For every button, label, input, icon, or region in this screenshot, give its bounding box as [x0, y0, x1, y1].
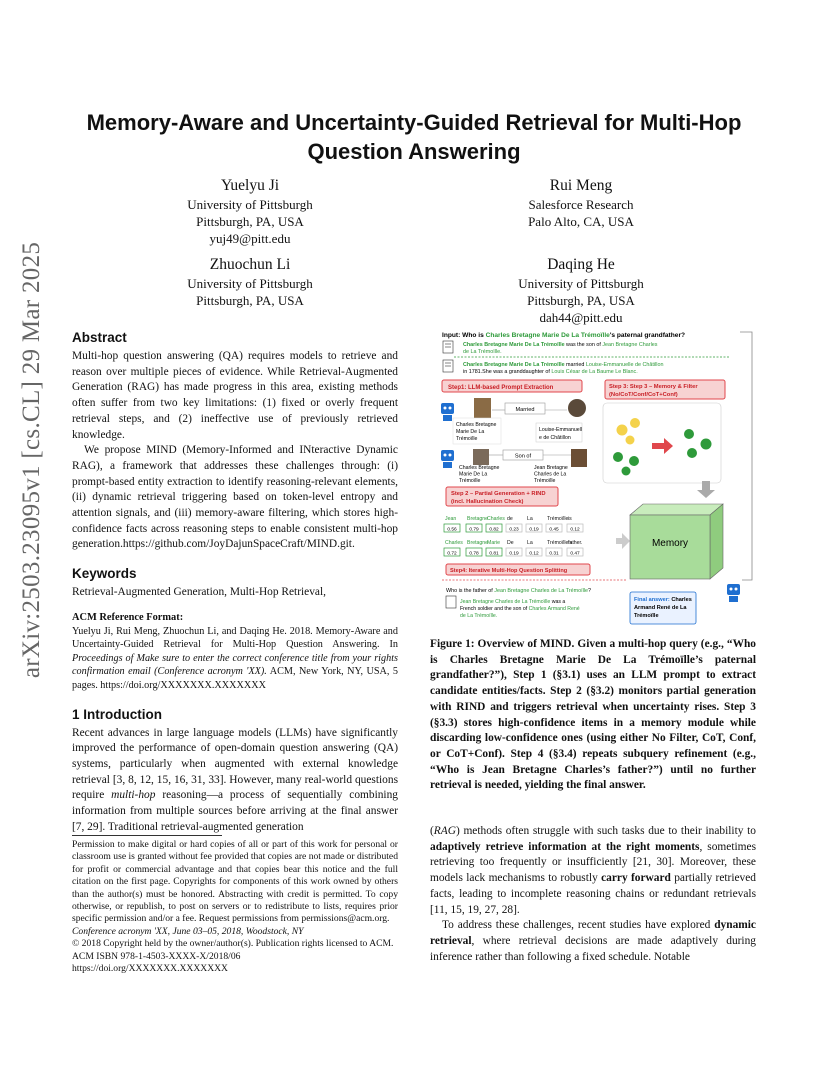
son-of-label: Son of: [514, 453, 532, 460]
intro-continuation: (RAG) methods often struggle with such tasks due to their inability to adaptively retrieve information at the right moments, sometimes retrieving too frequently or insufficiently [21, 30]. Moreover, these models lack mechanisms to robustly carry forward partially retrieved facts, leading to incomplete reasoning chains or redundant retrievals [11, 15, 19, 27, 28].: [430, 825, 756, 916]
keywords-heading: Keywords: [72, 566, 137, 582]
introduction-paragraph: [72, 726, 398, 836]
token-word: de: [507, 516, 513, 522]
author-location: Pittsburgh, PA, USA: [196, 214, 304, 229]
footnote-block: [72, 835, 398, 975]
token-word: father.: [568, 540, 583, 546]
person-name: Marie De La: [459, 471, 488, 478]
retrieved-doc-3: Jean Bretagne Charles de La Trémoïlle was a: [460, 599, 566, 605]
token-word: Bretagne: [467, 516, 489, 522]
token-score: 0.12: [570, 527, 580, 533]
paper-title: [60, 108, 768, 166]
author-block-2: [481, 175, 681, 230]
token-word: De: [507, 540, 514, 546]
document-icon: [446, 596, 456, 608]
intro-text-b: reasoning—a process of sequentially combining information from multiple sources before arriving at the final answer [7, 29]. Traditional retrieval-augmented generation: [72, 789, 398, 833]
person-name: Louise-Emmanuell: [539, 427, 582, 433]
intro-emphasis: multi-hop: [111, 789, 156, 802]
author-location: Pittsburgh, PA, USA: [196, 293, 304, 308]
acm-reference-text: [72, 625, 398, 693]
down-arrow-icon: [697, 481, 715, 498]
subquery: Who is the father of Jean Bretagne Charles de La Trémoïlle?: [446, 588, 592, 594]
person-name: Jean Bretagne: [534, 465, 568, 471]
permission-notice: Permission to make digital or hard copies of all or part of this work for personal or classroom use is granted without fee provided that copies are not made or distributed for profit or commercial advantage and that copies bear this notice and the full citation on the first page. Copyrights for components of this work owned by others than the author(s) must be honored. Abstracting with credit is permitted. To copy otherwise, or republish, to post on servers or to redistribute to lists, requires prior specific permission and/or a fee. Request permissions from permissions@acm.org.: [72, 839, 398, 925]
token-word: Charles: [445, 540, 463, 546]
token-word: Bretagne: [467, 540, 489, 546]
portrait-image: [571, 449, 587, 467]
acm-reference-venue: Proceedings of Make sure to enter the correct conference title from your rights confirmation email (Conference acronym 'XX).: [72, 652, 398, 678]
token-score: 0.12: [529, 551, 539, 557]
person-name: Charles de La: [534, 471, 567, 478]
conference-line: Conference acronym 'XX, June 03–05, 2018, Woodstock, NY: [72, 925, 304, 937]
author-location: Pittsburgh, PA, USA: [527, 293, 635, 308]
author-affiliation: University of Pittsburgh: [187, 276, 313, 291]
step4-label: Step4: Iterative Multi-Hop Question Splitting: [450, 568, 568, 574]
intro-paragraph-2: To address these challenges, recent studies have explored dynamic retrieval, where retrieval decisions are made adaptively during inference rather than following a fixed schedule. Notable: [430, 919, 756, 963]
keywords-text: Retrieval-Augmented Generation, Multi-Hop Retrieval,: [72, 586, 326, 599]
author-name: Zhuochun Li: [209, 256, 291, 273]
figure-1: [440, 330, 758, 632]
token-word: is: [568, 516, 572, 522]
robot-icon: [441, 403, 454, 468]
doi-line: https://doi.org/XXXXXXX.XXXXXXX: [72, 963, 228, 975]
token-score: 0.45: [549, 527, 559, 533]
token-score: 0.47: [570, 551, 580, 557]
token-score: 0.23: [509, 527, 519, 533]
token-word: Trémoïlle's: [547, 540, 573, 546]
introduction-heading: 1 Introduction: [72, 706, 162, 722]
retrieved-doc-2: Charles Bretagne Marie De La Trémoïlle married Louise-Emmanuelle de Châtillon: [463, 362, 664, 368]
token-word: La: [527, 516, 533, 522]
author-name: Yuelyu Ji: [220, 177, 280, 194]
document-icon: [443, 341, 453, 372]
token-score: 0.56: [447, 527, 457, 533]
token-score: 0.19: [529, 527, 539, 533]
arxiv-sidebar: [12, 220, 52, 700]
retrieved-doc-1-cont: de La Trémoïlle.: [463, 349, 502, 355]
acm-reference-heading: ACM Reference Format:: [72, 611, 184, 623]
token-score: 0.78: [469, 551, 479, 557]
retrieved-doc-3-end: de La Trémoïlle.: [460, 613, 498, 619]
retrieved-doc-1: Charles Bretagne Marie De La Trémoïlle was the son of Jean Bretagne Charles: [463, 342, 658, 348]
portrait-image: [568, 399, 586, 417]
portrait-image: [473, 449, 489, 465]
right-column-text: [430, 824, 756, 965]
mind-overview-diagram: [440, 330, 758, 632]
isbn-line: ACM ISBN 978-1-4503-XXXX-X/2018/06: [72, 950, 241, 962]
token-word: Jean: [445, 516, 457, 522]
memory-module: [630, 504, 723, 579]
final-answer-cont: Armand René de La: [634, 605, 687, 611]
abstract-paragraph-1: Multi-hop question answering (QA) requires models to retrieve and reason over multiple pieces of evidence. While Retrieval-Augmented Generation (RAG) has made progress in this area, existing methods often suffer from two key limitations: (1) fixed or overly frequent retrieval steps, and (2) ineffective use of previously retrieved knowledge.: [72, 350, 398, 441]
footnote-rule: [72, 835, 222, 836]
token-score: 0.81: [489, 551, 499, 557]
person-name: Trémoïlle: [456, 436, 478, 442]
step3-sublabel: (No/CoT/Conf/CoT+Conf): [609, 392, 678, 398]
person-name: Charles Bretagne: [456, 422, 497, 428]
token-row-2: [444, 540, 583, 556]
copyright-line: © 2018 Copyright held by the owner/author(s). Publication rights licensed to ACM.: [72, 938, 394, 950]
retrieved-doc-3-cont: French soldier and the son of Charles Armand René: [460, 606, 580, 612]
title-line-2: Question Answering: [307, 139, 521, 164]
title-line-1: Memory-Aware and Uncertainty-Guided Retrieval for Multi-Hop: [86, 110, 742, 135]
token-word: La: [527, 540, 533, 546]
retrieved-doc-2-cont: in 1781.She was a granddaughter of Louis César de La Baume Le Blanc.: [463, 369, 638, 375]
author-name: Daqing He: [547, 256, 615, 273]
author-affiliation: Salesforce Research: [528, 197, 634, 212]
author-location: Palo Alto, CA, USA: [528, 214, 634, 229]
step2-sublabel: (incl. Hallucination Check): [451, 499, 524, 505]
author-email[interactable]: yuj49@pitt.edu: [209, 231, 291, 246]
token-row-1: [444, 516, 583, 532]
author-affiliation: University of Pittsburgh: [187, 197, 313, 212]
token-word: Trémoïlle: [547, 516, 569, 522]
author-email[interactable]: dah44@pitt.edu: [539, 310, 623, 325]
final-answer-end: Trémoïlle: [634, 613, 659, 619]
intro-text-a: Recent advances in large language models (LLMs) have significantly improved the performance of open-domain question answering (QA) systems, particularly when augmented with external knowledge retrieval [3, 8, 12, 15, 16, 31, 33]. However, many real-world questions require: [72, 726, 398, 802]
robot-icon: [727, 584, 740, 602]
memory-label: Memory: [651, 538, 689, 549]
author-name: Rui Meng: [549, 177, 613, 194]
person-name: e de Châtillon: [539, 435, 571, 441]
author-block-1: [150, 175, 350, 247]
token-score: 0.31: [549, 551, 559, 557]
portrait-image: [474, 398, 491, 418]
person-name: Trémoïlle: [534, 478, 556, 484]
token-score: 0.19: [509, 551, 519, 557]
final-answer: Final answer: Charles: [634, 597, 692, 603]
step2-label: Step 2 – Partial Generation + RIND: [451, 491, 546, 497]
author-block-3: [150, 254, 350, 309]
left-column: [72, 330, 398, 836]
abstract-heading: Abstract: [72, 330, 127, 345]
author-block-4: [481, 254, 681, 326]
abstract-paragraph-2: We propose MIND (Memory-Informed and INteractive Dynamic RAG), a framework that addresses these challenges through: (i) prompt-based entity extraction to identify reasoning-relevant elements, (ii) dynamic retrieval triggering based on token-level entropy and attention signals, and (iii) memory-aware filtering, which stores high-confidence facts across reasoning steps to enable consistent multi-hop generation.https://github.com/JoyDajunSpaceCraft/MIND.git.: [72, 444, 398, 551]
right-arrow-icon: [616, 533, 630, 549]
person-name: Marie De La: [456, 429, 485, 435]
token-score: 0.82: [489, 527, 499, 533]
input-query: Input: Who is Charles Bretagne Marie De La Trémoïlle's paternal grandfather?: [442, 332, 686, 339]
figure-caption: Figure 1: Overview of MIND. Given a multi-hop query (e.g., “Who is Charles Bretagne Marie De La Trémoïlle’s paternal grandfather?”), Step 1 (§3.1) uses an LLM prompt to extract candidate entities/facts. Step 2 (§3.2) monitors partial generation with RIND and triggers retrieval when uncertainty rises. Step 3 (§3.3) stores high-confidence items in a memory module while discarding low-confidence ones (using either No Filter, CoT, Conf, or CoT+Conf). Step 4 (§3.4) repeats subquery refinement (e.g., “Who is Jean Bretagne Charles’s father?”) until no further retrieval is needed, yielding the final answer.: [430, 638, 756, 792]
token-score: 0.79: [469, 527, 479, 533]
married-label: Married: [515, 407, 535, 413]
person-name: Trémoïlle: [459, 478, 481, 484]
step1-label: Step1: LLM-based Prompt Extraction: [448, 385, 554, 391]
arxiv-identifier: arXiv:2503.23095v1 [cs.CL] 29 Mar 2025: [18, 241, 45, 679]
author-affiliation: University of Pittsburgh: [518, 276, 644, 291]
token-score: 0.72: [447, 551, 457, 557]
acm-reference-citation: Yuelyu Ji, Rui Meng, Zhuochun Li, and Daqing He. 2018. Memory-Aware and Uncertainty-Guided Retrieval for Multi-Hop Question Answering. In: [72, 625, 398, 651]
acm-reference-publisher: ACM, New York, NY, USA, 5 pages. https://doi.org/XXXXXXX.XXXXXXX: [72, 666, 399, 692]
token-word: Charles: [487, 516, 505, 522]
step3-label: Step 3: Step 3 – Memory & Filter: [609, 384, 698, 390]
person-name: Charles Bretagne: [459, 465, 500, 471]
token-word: Marie: [487, 540, 500, 546]
